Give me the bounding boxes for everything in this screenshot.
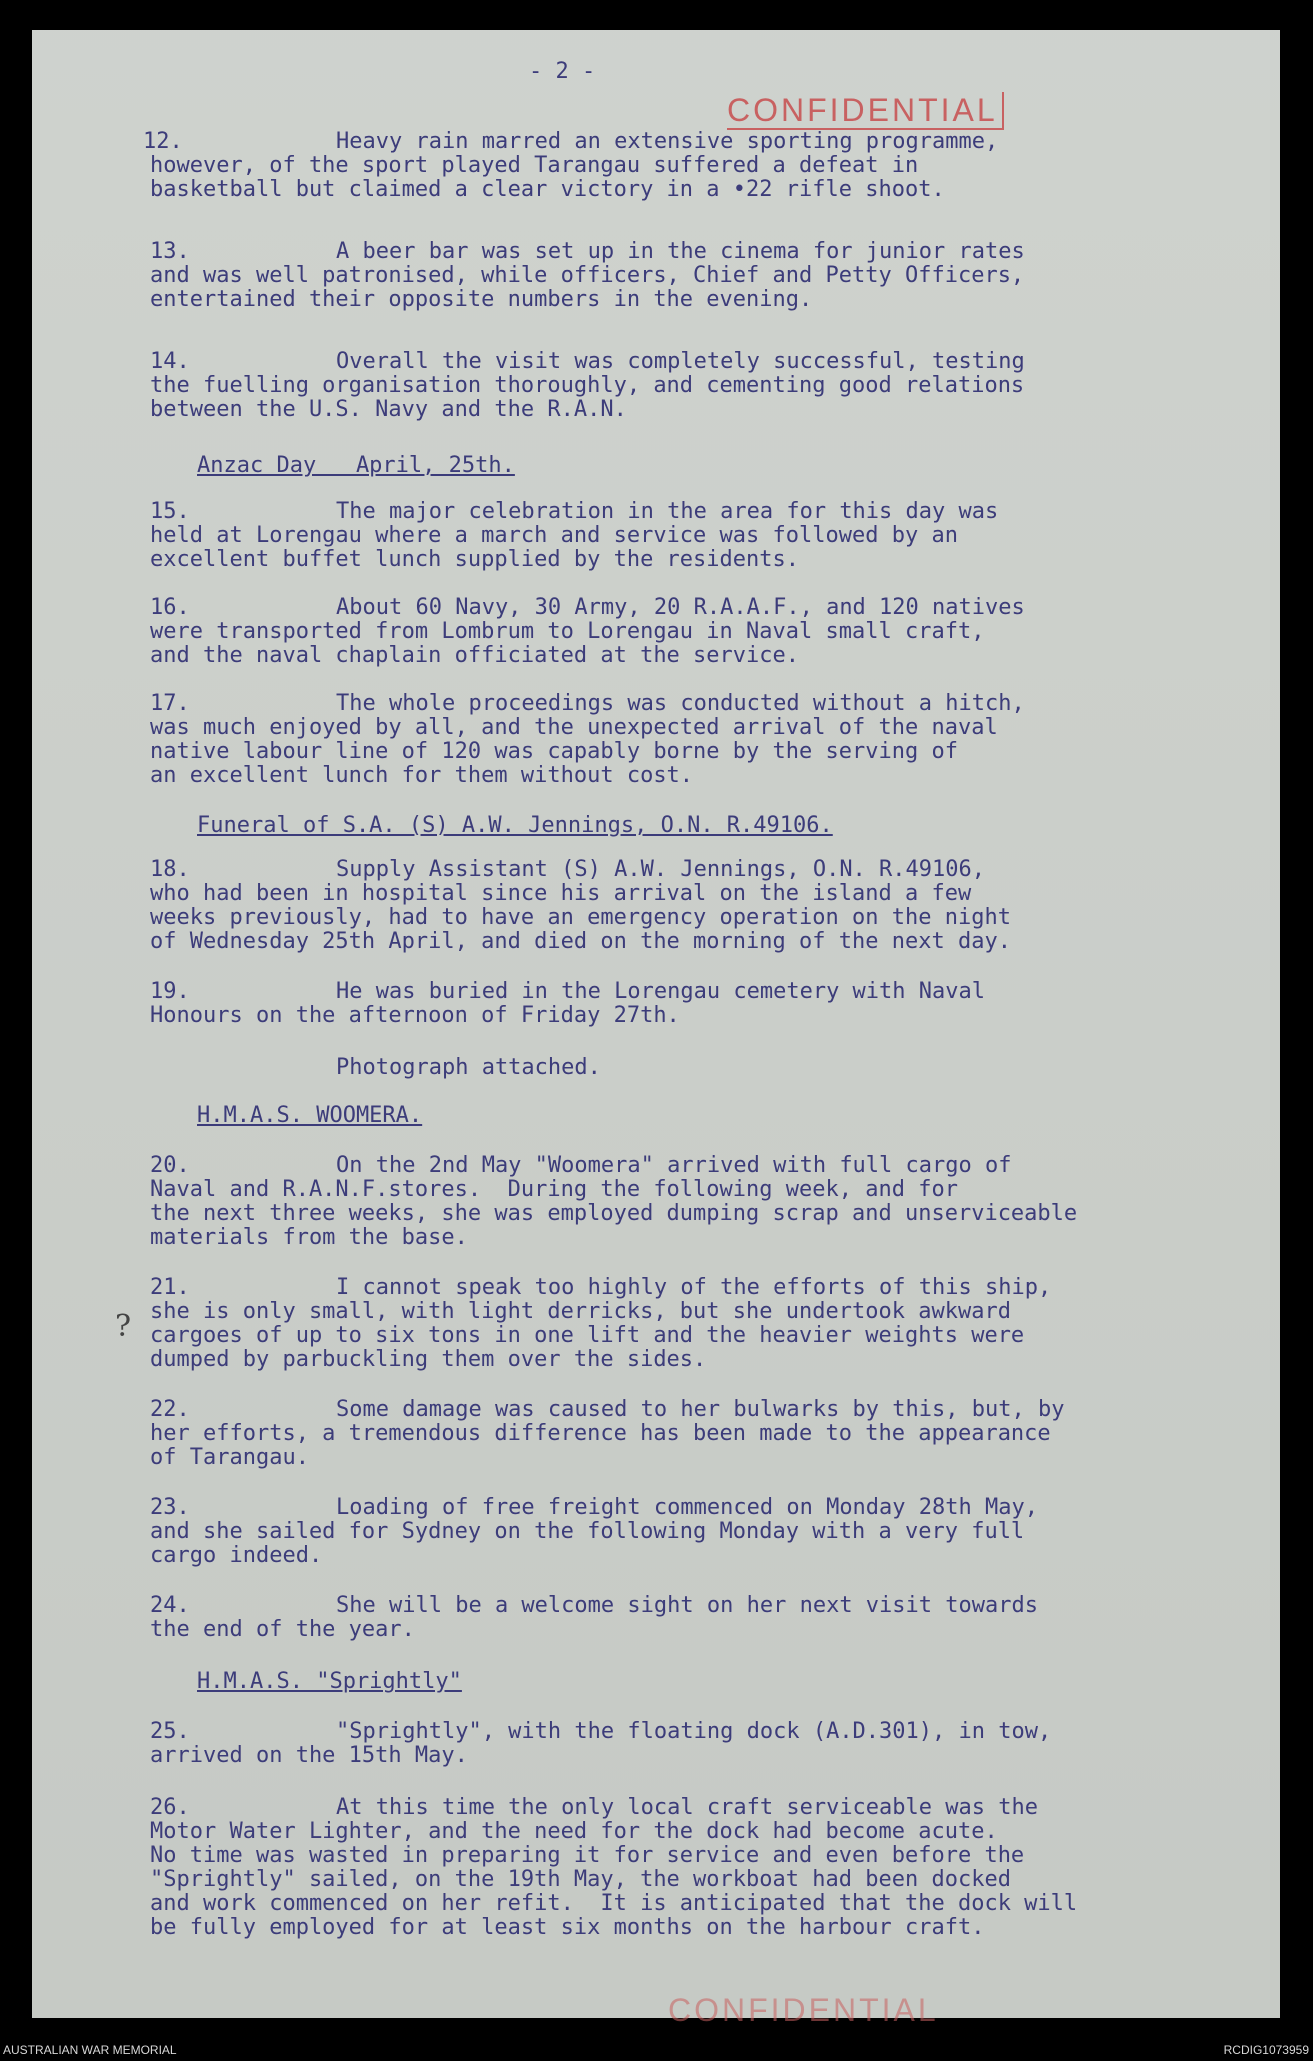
paragraph-line: between the U.S. Navy and the R.A.N. (150, 397, 627, 422)
paragraph-line: were transported from Lombrum to Lorengau in Naval small craft, (150, 619, 985, 644)
confidential-stamp-top: CONFIDENTIAL (727, 92, 1004, 130)
paragraph-line: excellent buffet lunch supplied by the residents. (150, 547, 800, 572)
paragraph-line: and she sailed for Sydney on the following Monday with a very full (150, 1519, 1025, 1544)
paragraph-line: "Sprightly", with the floating dock (A.D.301), in tow, (336, 1719, 1052, 1744)
paragraph-line: Motor Water Lighter, and the need for the dock had become acute. (150, 1819, 998, 1844)
paragraph-number: 23. (150, 1495, 190, 1520)
paragraph-number: 15. (150, 499, 190, 524)
paragraph-line: "Sprightly" sailed, on the 19th May, the workboat had been docked (150, 1867, 1011, 1892)
paragraph-line: her efforts, a tremendous difference has been made to the appearance (150, 1421, 1051, 1446)
photograph-note: Photograph attached. (336, 1055, 601, 1080)
paragraph-line: No time was wasted in preparing it for service and even before the (150, 1843, 1025, 1868)
paragraph-line: Some damage was caused to her bulwarks by this, but, by (336, 1397, 1065, 1422)
footer-record-id: RCDIG1073959 (1223, 2043, 1309, 2057)
paragraph-line: the end of the year. (150, 1617, 415, 1642)
paragraph-number: 22. (150, 1397, 190, 1422)
paragraph-number: 24. (150, 1593, 190, 1618)
paragraph-line: basketball but claimed a clear victory in a •22 rifle shoot. (150, 177, 945, 202)
paragraph-line: of Wednesday 25th April, and died on the morning of the next day. (150, 929, 1011, 954)
paragraph-line: held at Lorengau where a march and service was followed by an (150, 523, 958, 548)
paragraph-line: however, of the sport played Tarangau suffered a defeat in (150, 153, 919, 178)
paragraph-line: The whole proceedings was conducted without a hitch, (336, 691, 1025, 716)
paragraph-number: 12. (143, 129, 183, 154)
paragraph-line: She will be a welcome sight on her next visit towards (336, 1593, 1038, 1618)
heading-funeral: Funeral of S.A. (S) A.W. Jennings, O.N. R.49106. (197, 813, 833, 838)
paragraph-line: At this time the only local craft serviceable was the (336, 1795, 1038, 1820)
paragraph-line: was much enjoyed by all, and the unexpected arrival of the naval (150, 715, 998, 740)
paragraph-number: 21. (150, 1275, 190, 1300)
page-number: - 2 - (529, 59, 596, 84)
paragraph-line: she is only small, with light derricks, but she undertook awkward (150, 1299, 1011, 1324)
heading-anzac-day: Anzac Day April, 25th. (197, 453, 515, 478)
heading-woomera: H.M.A.S. WOOMERA. (197, 1103, 423, 1128)
paragraph-line: Heavy rain marred an extensive sporting programme, (336, 129, 999, 154)
paragraph-line: Supply Assistant (S) A.W. Jennings, O.N. R.49106, (336, 857, 986, 882)
paragraph-number: 25. (150, 1719, 190, 1744)
paragraph-line: and work commenced on her refit. It is anticipated that the dock will (150, 1891, 1078, 1916)
paragraph-line: cargo indeed. (150, 1543, 323, 1568)
paragraph-line: A beer bar was set up in the cinema for junior rates (336, 239, 1025, 264)
paragraph-line: materials from the base. (150, 1225, 468, 1250)
paragraph-line: the next three weeks, she was employed dumping scrap and unserviceable (150, 1201, 1078, 1226)
paragraph-line: Honours on the afternoon of Friday 27th. (150, 1003, 680, 1028)
paragraph-line: About 60 Navy, 30 Army, 20 R.A.A.F., and 120 natives (336, 595, 1025, 620)
paragraph-line: native labour line of 120 was capably borne by the serving of (150, 739, 958, 764)
paragraph-line: Loading of free freight commenced on Monday 28th May, (336, 1495, 1038, 1520)
paragraph-number: 17. (150, 691, 190, 716)
paragraph-line: arrived on the 15th May. (150, 1743, 468, 1768)
heading-sprightly: H.M.A.S. "Sprightly" (197, 1669, 462, 1694)
paragraph-line: He was buried in the Lorengau cemetery with Naval (336, 979, 986, 1004)
paragraph-number: 14. (150, 349, 190, 374)
document-page (32, 30, 1280, 2028)
paragraph-number: 26. (150, 1795, 190, 1820)
paragraph-line: I cannot speak too highly of the efforts of this ship, (336, 1275, 1052, 1300)
paragraph-line: dumped by parbuckling them over the sides. (150, 1347, 707, 1372)
paragraph-line: of Tarangau. (150, 1445, 309, 1470)
paragraph-line: Overall the visit was completely successful, testing (336, 349, 1025, 374)
paragraph-number: 18. (150, 857, 190, 882)
paragraph-line: The major celebration in the area for this day was (336, 499, 999, 524)
paragraph-line: cargoes of up to six tons in one lift and the heavier weights were (150, 1323, 1025, 1348)
paragraph-line: and the naval chaplain officiated at the service. (150, 643, 800, 668)
paragraph-line: who had been in hospital since his arrival on the island a few (150, 881, 972, 906)
paragraph-number: 16. (150, 595, 190, 620)
confidential-stamp-bottom: CONFIDENTIAL (668, 1992, 939, 2028)
paragraph-number: 19. (150, 979, 190, 1004)
paragraph-line: entertained their opposite numbers in the evening. (150, 287, 813, 312)
paragraph-number: 13. (150, 239, 190, 264)
paragraph-line: the fuelling organisation thoroughly, and cementing good relations (150, 373, 1025, 398)
paragraph-line: be fully employed for at least six months on the harbour craft. (150, 1915, 985, 1940)
footer-archive-name: AUSTRALIAN WAR MEMORIAL (3, 2043, 177, 2057)
paragraph-line: and was well patronised, while officers, Chief and Petty Officers, (150, 263, 1025, 288)
paragraph-line: Naval and R.A.N.F.stores. During the following week, and for (150, 1177, 958, 1202)
margin-question-mark: ? (115, 1309, 132, 1344)
paragraph-number: 20. (150, 1153, 190, 1178)
paragraph-line: an excellent lunch for them without cost. (150, 763, 694, 788)
paragraph-line: On the 2nd May "Woomera" arrived with full cargo of (336, 1153, 1012, 1178)
paragraph-line: weeks previously, had to have an emergency operation on the night (150, 905, 1011, 930)
